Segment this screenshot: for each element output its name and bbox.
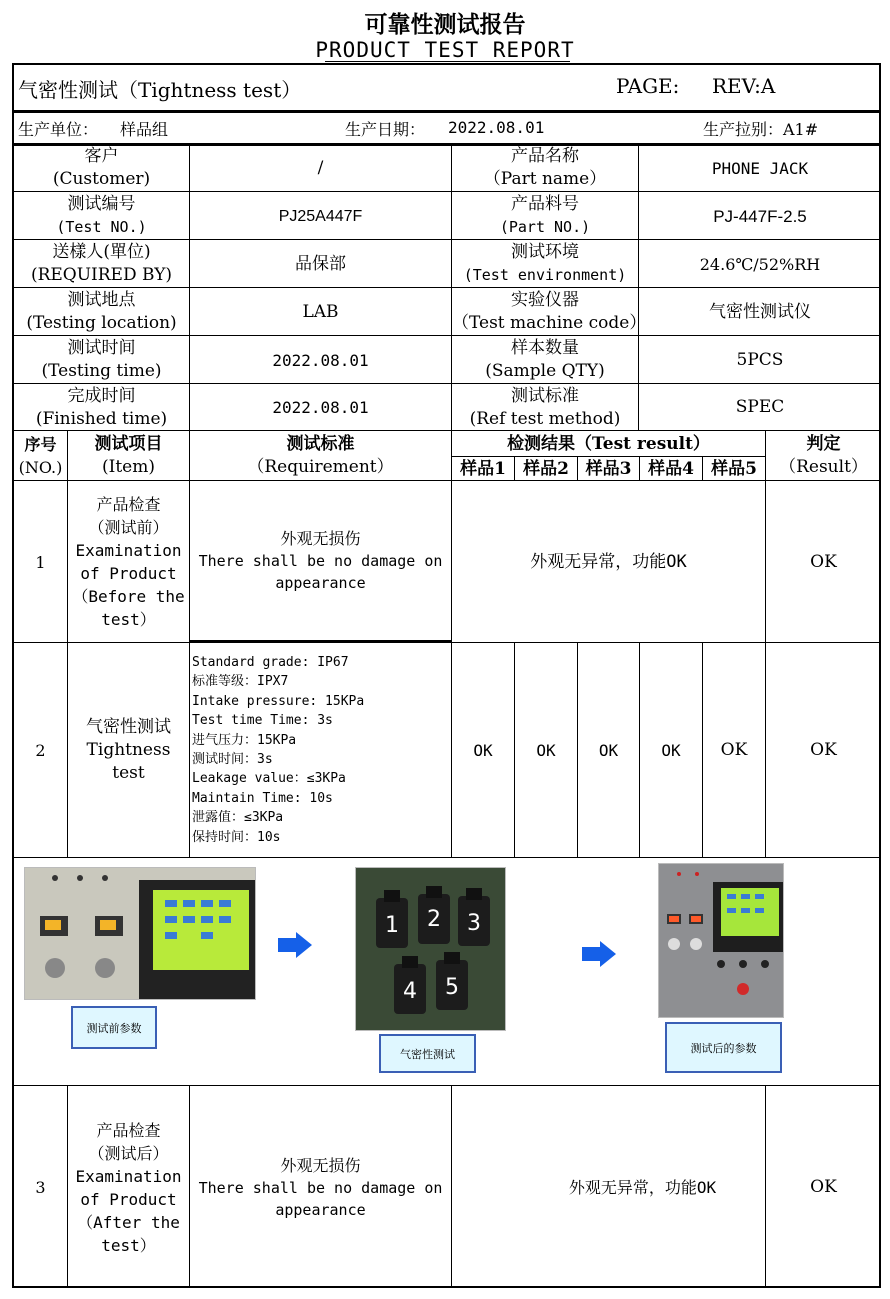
row-2-requirement: Standard grade: IP67 标准等级：IPX7 Intake pressure: 15KPa Test time Time: 3s 进气压力：15KPa 测试时间：3s Leakage value：≤3KPa Maintain Time: 10s 泄露值：≤3KPa 保持时间：10s bbox=[192, 655, 365, 845]
part-no-value: PJ-447F-2.5 bbox=[713, 206, 807, 226]
grid-line bbox=[12, 642, 881, 643]
row-2-item: 气密性测试 Tightness test bbox=[86, 717, 171, 783]
production-line: 生产拉别：A1# bbox=[703, 120, 819, 139]
row-3-result: 外观无异常，功能OK bbox=[568, 1178, 717, 1197]
grid-line bbox=[12, 239, 881, 240]
arrow-right-icon bbox=[582, 941, 616, 967]
testing-time-value: 2022.08.01 bbox=[272, 350, 369, 370]
svg-text:4: 4 bbox=[403, 979, 417, 1004]
location-value: LAB bbox=[302, 301, 339, 322]
row-3-judge: OK bbox=[810, 1177, 837, 1197]
machine-value: 气密性测试仪 bbox=[709, 301, 811, 322]
sample-1-header: 样品1 bbox=[460, 458, 506, 479]
row-2-sample-1: OK bbox=[473, 741, 493, 760]
section-title: 气密性测试（Tightness test） bbox=[18, 78, 302, 102]
row-2-judge: OK bbox=[810, 740, 837, 760]
report-title-en: PRODUCT TEST REPORT bbox=[315, 38, 575, 62]
sample-4-header: 样品4 bbox=[648, 458, 694, 479]
col-req-header: 测试标准 （Requirement） bbox=[247, 434, 394, 477]
sample-qty-value: 5PCS bbox=[736, 349, 784, 370]
grid-line bbox=[12, 335, 881, 336]
grid-line bbox=[12, 383, 881, 384]
sample-5-header: 样品5 bbox=[711, 458, 757, 479]
finished-time-value: 2022.08.01 bbox=[272, 398, 369, 417]
row-1-no: 1 bbox=[35, 552, 46, 572]
page-label: PAGE: bbox=[616, 74, 680, 98]
row-3-no: 3 bbox=[35, 1178, 46, 1197]
sample-2-header: 样品2 bbox=[523, 458, 569, 479]
part-no-label: 产品料号 (Part NO.) bbox=[499, 194, 591, 236]
grid-line bbox=[12, 857, 881, 858]
test-no-value: PJ25A447F bbox=[278, 207, 363, 225]
production-unit-value: 样品组 bbox=[120, 120, 169, 139]
arrow-right-icon bbox=[278, 932, 312, 958]
test-no-label: 测试编号 (Test NO.) bbox=[56, 194, 147, 236]
row-1-result: 外观无异常，功能OK bbox=[530, 551, 687, 572]
photo-samples bbox=[355, 867, 506, 1031]
report-title-cn: 可靠性测试报告 bbox=[364, 11, 526, 38]
photo-tester-after bbox=[658, 863, 784, 1018]
row-1-judge: OK bbox=[810, 551, 837, 572]
grid-line bbox=[12, 1085, 881, 1086]
col-result-header: 检测结果（Test result） bbox=[507, 433, 710, 454]
test-env-label: 测试环境 (Test environment) bbox=[463, 242, 627, 284]
row-2-no: 2 bbox=[35, 741, 46, 760]
row-2-sample-5: OK bbox=[720, 740, 748, 760]
photo-tester-before bbox=[24, 867, 256, 1000]
col-item-header: 测试项目 (Item) bbox=[94, 434, 163, 477]
row-3-requirement: 外观无损伤 There shall be no damage on appearance bbox=[198, 1155, 443, 1219]
customer-value: / bbox=[317, 157, 324, 178]
row-3-item: 产品检查 （测试后） Examination of Product （After the test） bbox=[75, 1120, 182, 1255]
col-no-header: 序号 (NO.) bbox=[18, 435, 63, 477]
grid-line bbox=[12, 191, 881, 192]
row-1-item: 产品检查 （测试前） Examination of Product （Before the test） bbox=[72, 495, 185, 629]
ref-method-label: 测试标准 (Ref test method) bbox=[469, 385, 621, 429]
testing-time-label: 测试时间 (Testing time) bbox=[41, 338, 162, 381]
sample-3-header: 样品3 bbox=[585, 458, 632, 479]
production-unit-label: 生产单位： bbox=[18, 120, 99, 139]
required-by-value: 品保部 bbox=[295, 253, 346, 274]
machine-label: 实验仪器 （Test machine code） bbox=[452, 290, 647, 333]
production-date-value: 2022.08.01 bbox=[448, 118, 545, 137]
svg-text:2: 2 bbox=[427, 907, 441, 932]
svg-text:3: 3 bbox=[467, 911, 481, 936]
sample-qty-label: 样本数量 (Sample QTY) bbox=[485, 338, 605, 381]
caption-after: 测试后的参数 bbox=[665, 1022, 782, 1073]
rev-label: REV:A bbox=[712, 74, 776, 98]
caption-tightness-test: 气密性测试 bbox=[379, 1034, 476, 1073]
test-env-value: 24.6℃/52%RH bbox=[699, 254, 821, 274]
part-name-value: PHONE JACK bbox=[711, 158, 809, 178]
caption-before: 测试前参数 bbox=[71, 1006, 157, 1049]
row-2-sample-2: OK bbox=[536, 741, 556, 760]
col-judge-header: 判定 （Result） bbox=[779, 434, 868, 477]
customer-label: 客户 (Customer) bbox=[52, 146, 151, 189]
grid-line bbox=[12, 287, 881, 288]
required-by-label: 送樣人(單位) (REQUIRED BY) bbox=[30, 242, 173, 285]
row-1-requirement: 外观无损伤 There shall be no damage on appearance bbox=[190, 482, 451, 642]
svg-text:5: 5 bbox=[445, 975, 459, 1000]
row-2-sample-4: OK bbox=[661, 741, 681, 760]
location-label: 测试地点 (Testing location) bbox=[26, 290, 177, 333]
part-name-label: 产品名称 （Part name） bbox=[483, 146, 607, 189]
ref-method-value: SPEC bbox=[735, 397, 785, 417]
finished-time-label: 完成时间 (Finished time) bbox=[35, 385, 168, 429]
title-underline bbox=[325, 61, 570, 62]
divider bbox=[12, 110, 881, 113]
svg-text:1: 1 bbox=[385, 913, 399, 938]
row-2-sample-3: OK bbox=[598, 741, 619, 760]
production-date-label: 生产日期： bbox=[345, 120, 426, 139]
